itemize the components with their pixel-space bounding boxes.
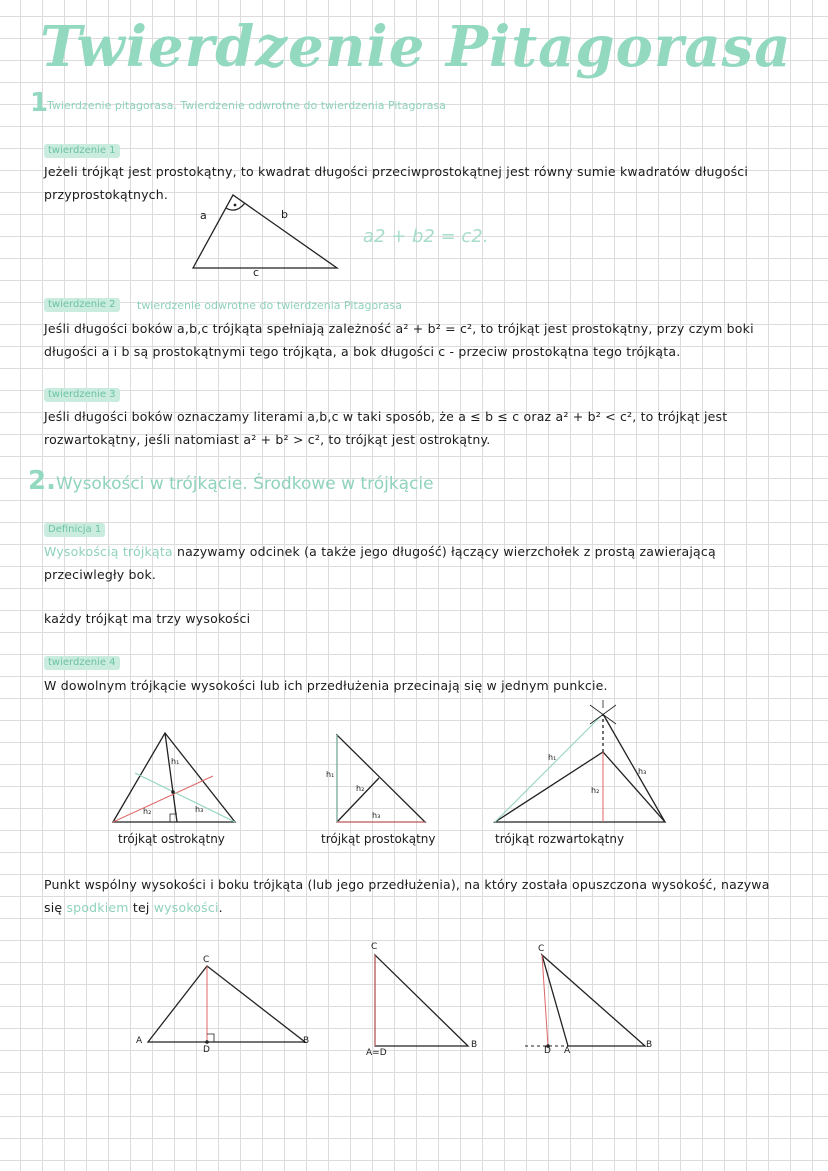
obtuse-h1-label: h₁: [548, 753, 557, 762]
section-1-title: Twierdzenie pitagorasa. Twierdzenie odwrotne do twierdzenia Pitagorasa: [47, 99, 446, 112]
theorem-4-line-1: W dowolnym trójkącie wysokości lub ich przedłużenia przecinają się w jednym punkcie.: [44, 678, 608, 693]
fig1-label-B: B: [303, 1036, 310, 1046]
theorem-3-tag: twierdzenie 3: [44, 388, 120, 402]
acute-h2-label: h₂: [143, 807, 152, 816]
label-a: a: [200, 209, 207, 222]
fig3-label-C: C: [538, 944, 545, 954]
acute-h3-label: h₃: [195, 805, 204, 814]
caption-acute: trójkąt ostrokątny: [118, 832, 225, 846]
definition-1-line-2: przeciwległy bok.: [44, 567, 157, 582]
section-2-title: Wysokości w trójkącie. Środkowe w trójkącie: [56, 474, 434, 494]
theorem-1-tag: twierdzenie 1: [44, 144, 120, 158]
foot-line-2-start: się: [44, 900, 63, 915]
page-title: Twierdzenie Pitagorasa: [40, 14, 792, 80]
theorem-1-line-1: Jeżeli trójkąt jest prostokątny, to kwadrat długości przeciwprostokątnej jest równy sumie kwadratów długości: [44, 164, 749, 179]
theorem-2-line-2: długości a i b są prostokątnymi tego trójkąta, a bok długości c - przeciw prostokątna tego trójkąta.: [44, 344, 681, 359]
definition-1-tag: Definicja 1: [44, 523, 105, 537]
fig2-label-B: B: [471, 1040, 478, 1050]
caption-obtuse: trójkąt rozwartokątny: [495, 832, 625, 846]
theorem-3-line-2: rozwartokątny, jeśli natomiast a² + b² > c², to trójkąt jest ostrokątny.: [44, 432, 491, 447]
fig1-label-D: D: [203, 1045, 210, 1055]
theorem-1-line-2: przyprostokątnych.: [44, 187, 169, 202]
three-heights-note: każdy trójkąt ma trzy wysokości: [44, 611, 251, 626]
foot-line-2-mid: tej: [132, 900, 150, 915]
fig2-label-C: C: [371, 942, 378, 952]
theorem-2-subtitle: twierdzenie odwrotne do twierdzenia Pitagorasa: [137, 299, 402, 312]
pythagoras-formula: a2 + b2 = c2.: [363, 226, 489, 247]
definition-1-rest: nazywamy odcinek (a także jego długość) łączący wierzchołek z prostą zawierającą: [176, 544, 716, 559]
obtuse-h3-label: h₃: [638, 767, 647, 776]
fig1-label-A: A: [136, 1036, 143, 1046]
right-h2-label: h₂: [356, 784, 365, 793]
theorem-2-line-1: Jeśli długości boków a,b,c trójkąta spełniają zależność a² + b² = c², to trójkąt jest prostokątny, przy czym boki: [44, 321, 754, 336]
right-h1-label: h₁: [326, 770, 335, 779]
fig1-label-C: C: [203, 955, 210, 965]
label-b: b: [281, 208, 288, 221]
acute-h1-label: h₁: [171, 757, 180, 766]
right-h3-label: h₃: [372, 811, 381, 820]
caption-right: trójkąt prostokątny: [321, 832, 436, 846]
foot-line-1: Punkt wspólny wysokości i boku trójkąta (lub jego przedłużenia), na który została opuszczona wysokość, nazywa: [44, 877, 770, 892]
theorem-2-tag: twierdzenie 2: [44, 298, 120, 312]
section-2-number: 2.: [28, 466, 56, 496]
fig2-label-AD: A=D: [366, 1048, 387, 1058]
section-1-number: 1: [30, 88, 49, 118]
label-c: c: [253, 266, 260, 279]
foot-term: spodkiem: [66, 900, 129, 915]
foot-line-2-end: .: [218, 900, 223, 915]
theorem-3-line-1: Jeśli długości boków oznaczamy literami a,b,c w taki sposób, że a ≤ b ≤ c oraz a² + b² < c², to trójkąt jest: [44, 409, 728, 424]
foot-term-2: wysokości: [153, 900, 219, 915]
fig3-label-A: A: [564, 1046, 571, 1056]
definition-term: Wysokością trójkąta: [44, 544, 173, 559]
fig3-label-D: D: [544, 1046, 551, 1056]
fig3-label-B: B: [646, 1040, 653, 1050]
obtuse-h2-label: h₂: [591, 786, 600, 795]
theorem-4-tag: twierdzenie 4: [44, 656, 120, 670]
